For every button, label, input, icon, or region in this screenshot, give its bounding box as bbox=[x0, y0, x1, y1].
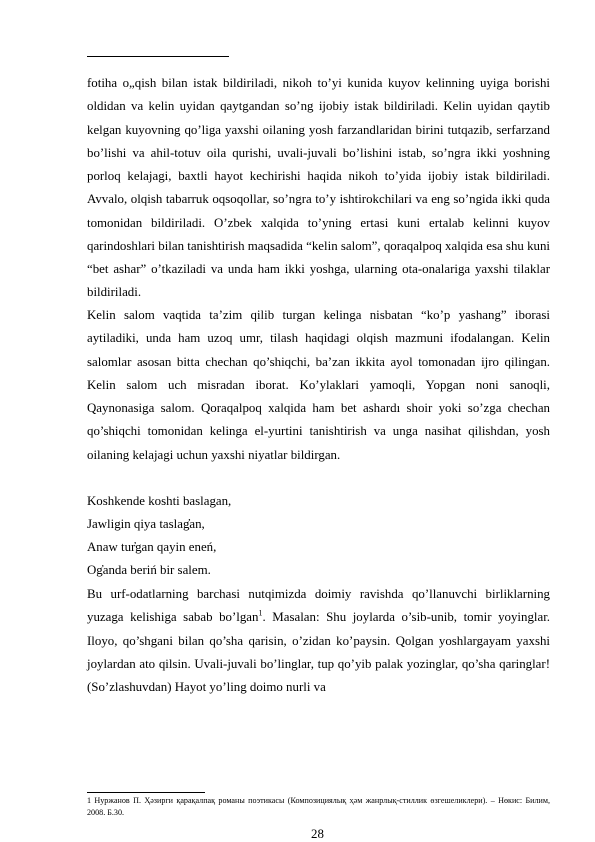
paragraph-3-text: Bu urf-odatlarning barchasi nutqimizda doimiy ravishda qo’llanuvchi birliklarning yuzaga kelishiga sabab bo’lgan bbox=[87, 587, 550, 625]
footnote-reference[interactable]: 1 bbox=[258, 608, 263, 618]
footnote: 1 Нуржанов П. Ҳәзирги қарақалпақ романы поэтикасы (Композициялық ҳәм жанрлық-стиллик өзгешеликлери). – Нөкис: Билим, 2008. Б.30. bbox=[87, 796, 550, 817]
paragraph-1: fotiha o„qish bilan istak bildiriladi, nikoh to’yi kunida kuyov kelinning uyiga borishi oldidan va kelin uyidan qaytgandan so’ng ijobiy istak bildiriladi. Kelin uyidan qaytib kelgan kuyovning qo’liga yaxshi oilaning yosh farzandlaridan birini tutqazib, serfarzand bo’lishi va ahil-totuv oila qurishi, uvali-juvali bo’lishini istab, so’ngra ikki yoshning porloq kelajagi, baxtli hayot kechirishi haqida nikoh to’yida ijobiy istak bildiriladi. Avvalo, olqish tabarruk oqsoqollar, so’ngra to’y ishtirokchilari va eng so’ngida ikki quda tomonidan bildiriladi. O’zbek xalqida to’yning ertasi kuni ertalab kelinni kuyov qarindoshlari bilan tanishtirish maqsadida “kelin salom”, qoraqalpoq xalqida esa shu kuni “bet ashar” o’tkaziladi va unda ham ikki yoshga, ularning ota-onalariga yaxshi tilaklar bildiriladi. bbox=[87, 76, 550, 300]
verse-line-1: Koshkende koshti baslagan, bbox=[87, 494, 232, 508]
paragraph-3 bbox=[87, 583, 550, 699]
paragraph-2: Kelin salom vaqtida ta’zim qilib turgan kelinga nisbatan “ko’p yashang” iborasi aytiladiki, unda ham uzoq umr, tilash haqidagi olqish mazmuni ifodalangan. Kelin salomlar asosan bitta chechan qo’shiqchi, ba’zan ikkita ayol tomonadan ijro qilingan. Kelin salom uch misradan iborat. Ko’ylaklari yamoqli, Yopgan noni sanoqli, Qaynonasiga salom. Qoraqalpoq xalqida ham bet ashardı shoir yoki so’zga chechan qo’shiqchi tomonidan kelinga el-yurtini tanishtirish va unga nasihat qilishdan, yosh oilaning kelajagi uchun yaxshi niyatlar bildirgan. bbox=[87, 308, 550, 462]
footnote-rule bbox=[87, 792, 205, 793]
verse-line-3: Anaw tur̓gan qayin eneń, bbox=[87, 540, 217, 554]
verse-line-2: Jawligin qiya taslag̓an, bbox=[87, 517, 205, 531]
verse-line-4: Og̓anda beriń bir salem. bbox=[87, 563, 211, 577]
page-number: 28 bbox=[311, 827, 324, 841]
header-rule bbox=[87, 56, 229, 57]
paragraph-3-continuation: . Masalan: Shu joylarda o’sib-unib, tomir yoyinglar. Iloyo, qo’shgani bilan qo’sha qarisin, o’zidan ko’paysin. Qolgan yoshlargayam yaxshi joylardan ato qilsin. Uvali-juvali bo’linglar, tup qo’yib palak yozinglar, qo’sha qaringlar! (So’zlashuvdan) Hayot yo’ling doimo nurli va bbox=[87, 610, 551, 694]
